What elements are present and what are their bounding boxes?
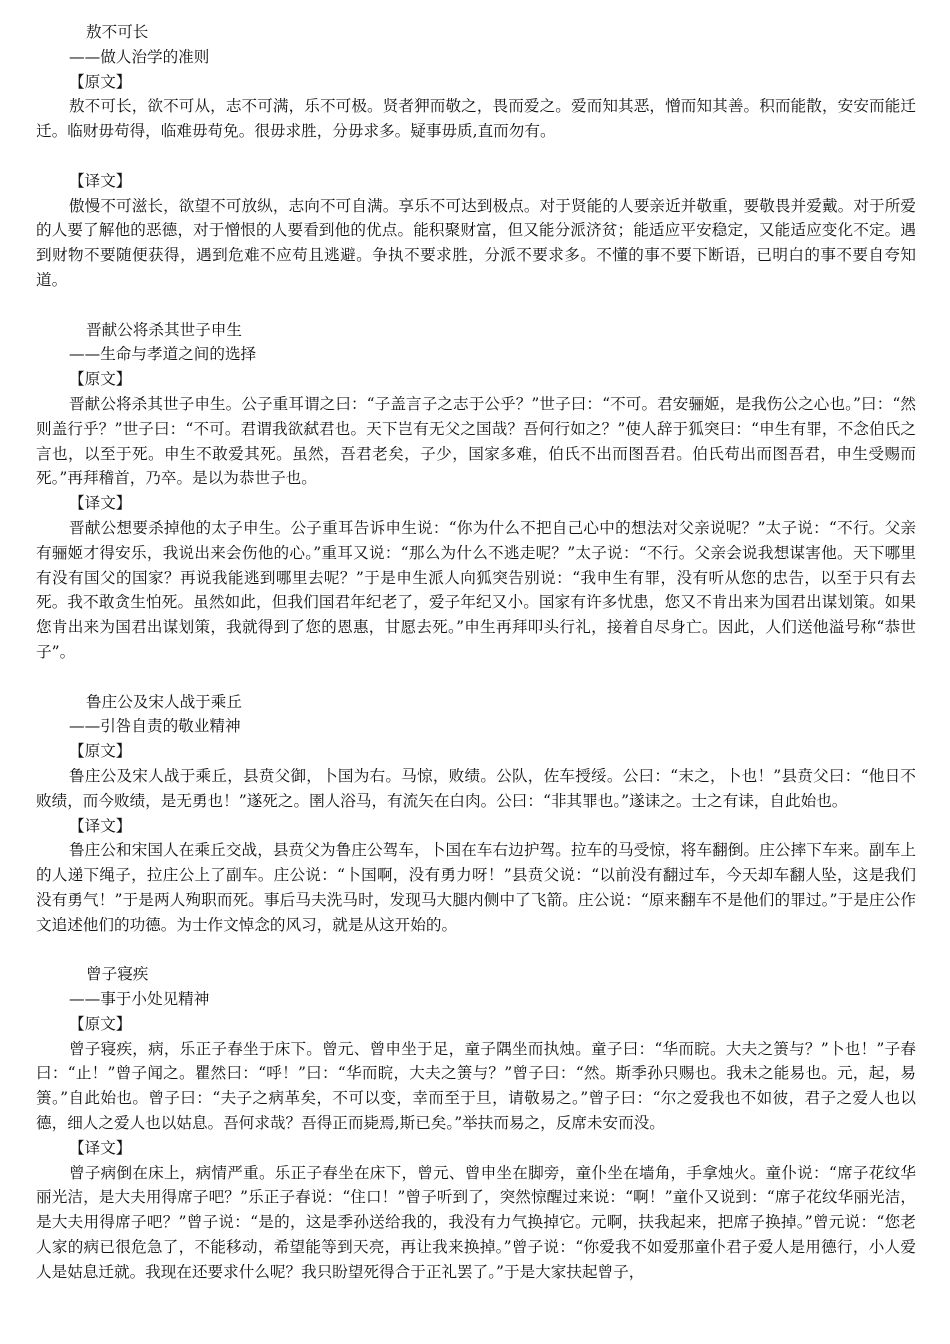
translation-label: 【译文】 [69,816,132,835]
section-title: 晋献公将杀其世子申生 [86,320,242,339]
section-4 [36,962,916,1284]
spacer [36,937,916,962]
original-text: 敖不可长，欲不可从，志不可满，乐不可极。贤者狎而敬之，畏而爱之。爱而知其恶，憎而知其善。积而能散，安安而能迁迁。临财毋苟得，临难毋苟免。很毋求胜，分毋求多。疑事毋质,直而勿有。 [36,97,916,141]
section-3 [36,690,916,963]
spacer [36,665,916,690]
original-label: 【原文】 [69,72,132,91]
section-subtitle: ——生命与孝道之间的选择 [69,345,257,364]
original-label: 【原文】 [69,370,132,389]
translation-label: 【译文】 [69,171,132,190]
translation-text: 晋献公想要杀掉他的太子申生。公子重耳告诉申生说：“你为什么不把自己心中的想法对父亲说呢？”太子说：“不行。父亲有骊姬才得安乐，我说出来会伤他的心。”重耳又说：“那么为什么不逃走呢？”太子说：“不行。父亲会说我想谋害他。天下哪里有没有国父的国家？再说我能逃到哪里去呢？”于是申生派人向狐突告别说：“我申生有罪，没有听从您的忠告，以至于只有去死。我不敢贪生怕死。虽然如此，但我们国君年纪老了，爱子年纪又小。国家有许多忧患，您又不肯出来为国君出谋划策。如果您肯出来为国君出谋划策，我就得到了您的恩惠，甘愿去死。”申生再拜叩头行礼，接着自尽身亡。因此，人们送他溢号称“恭世子”。 [36,518,916,661]
section-2 [36,318,916,690]
original-text: 晋献公将杀其世子申生。公子重耳谓之曰：“子盖言子之志于公乎？”世子曰：“不可。君安骊姬，是我伤公之心也。”曰：“然则盖行乎？”世子曰：“不可。君谓我欲弑君也。天下岂有无父之国哉？吾何行如之？”使人辞于狐突曰：“申生有罪，不念伯氏之言也，以至于死。申生不敢爱其死。虽然，吾君老矣，子少，国家多难，伯氏不出而图吾君。伯氏苟出而图吾君，申生受赐而死。”再拜稽首，乃卒。是以为恭世子也。 [36,394,916,488]
section-title: 曾子寝疾 [86,965,149,984]
original-label: 【原文】 [69,1014,132,1033]
original-text: 曾子寝疾，病，乐正子春坐于床下。曾元、曾申坐于足，童子隅坐而执烛。童子曰：“华而睆。大夫之箦与？”卜也！”子春曰：“止！”曾子闻之。瞿然曰：“呼！”曰：“华而睆，大夫之箦与？”曾子曰：“然。斯季孙只赐也。我未之能易也。元，起，易箦。”自此始也。曾子曰：“夫子之病革矣，不可以变，幸而至于旦，请敬易之。”曾子曰：“尔之爱我也不如彼，君子之爱人也以德，细人之爱人也以姑息。吾何求哉？吾得正而毙焉,斯已矣。”举扶而易之，反席未安而没。 [36,1039,916,1133]
translation-label: 【译文】 [69,1138,132,1157]
translation-text: 曾子病倒在床上，病情严重。乐正子春坐在床下，曾元、曾申坐在脚旁，童仆坐在墙角，手拿烛火。童仆说：“席子花纹华丽光洁，是大夫用得席子吧？”乐正子春说：“住口！”曾子听到了，突然惊醒过来说：“啊！”童仆又说到：“席子花纹华丽光洁，是大夫用得席子吧？”曾子说：“是的，这是季孙送给我的，我没有力气换掉它。元啊，扶我起来，把席子换掉。”曾元说：“您老人家的病已很危急了，不能移动，希望能等到天亮，再让我来换掉。”曾子说：“你爱我不如爱那童仆君子爱人是用德行，小人爱人是姑息迁就。我现在还要求什么呢？我只盼望死得合于正礼罢了。”于是大家扶起曾子， [36,1163,916,1281]
translation-label: 【译文】 [69,494,132,513]
section-subtitle: ——事于小处见精神 [69,990,210,1009]
section-subtitle: ——做人治学的准则 [69,47,210,66]
section-title: 敖不可长 [86,23,149,41]
section-1 [36,20,916,318]
section-subtitle: ——引咎自责的敬业精神 [69,717,241,736]
translation-text: 傲慢不可滋长，欲望不可放纵，志向不可自满。享乐不可达到极点。对于贤能的人要亲近并敬重，要敬畏并爱戴。对于所爱的人要了解他的恶德，对于憎恨的人要看到他的优点。能积聚财富，但又能分派济贫；能适应平安稳定，又能适应变化不定。遇到财物不要随便获得，遇到危难不应苟且逃避。争执不要求胜，分派不要求多。不懂的事不要下断语，已明白的事不要自夸知道。 [36,196,916,289]
original-label: 【原文】 [69,742,132,761]
section-title: 鲁庄公及宋人战于乘丘 [86,692,242,711]
original-text: 鲁庄公及宋人战于乘丘，县贲父御，卜国为右。马惊，败绩。公队，佐车授绥。公曰：“末之，卜也！”县贲父曰：“他日不败绩，而今败绩，是无勇也！”遂死之。圉人浴马，有流矢在白肉。公曰：“非其罪也。”遂诔之。士之有诔，自此始也。 [36,766,916,810]
spacer [36,293,916,318]
translation-text: 鲁庄公和宋国人在乘丘交战，县贲父为鲁庄公驾车，卜国在车右边护驾。拉车的马受惊，将车翻倒。庄公摔下车来。副车上的人递下绳子，拉庄公上了副车。庄公说：“卜国啊，没有勇力呀！”县贲父说：“以前没有翻过车，今天却车翻人坠，这是我们没有勇气！”于是两人殉职而死。事后马夫洗马时，发现马大腿内侧中了飞箭。庄公说：“原来翻车不是他们的罪过。”于是庄公作文追述他们的功德。为士作文悼念的风习，就是从这开始的。 [36,841,916,934]
spacer [36,144,916,169]
